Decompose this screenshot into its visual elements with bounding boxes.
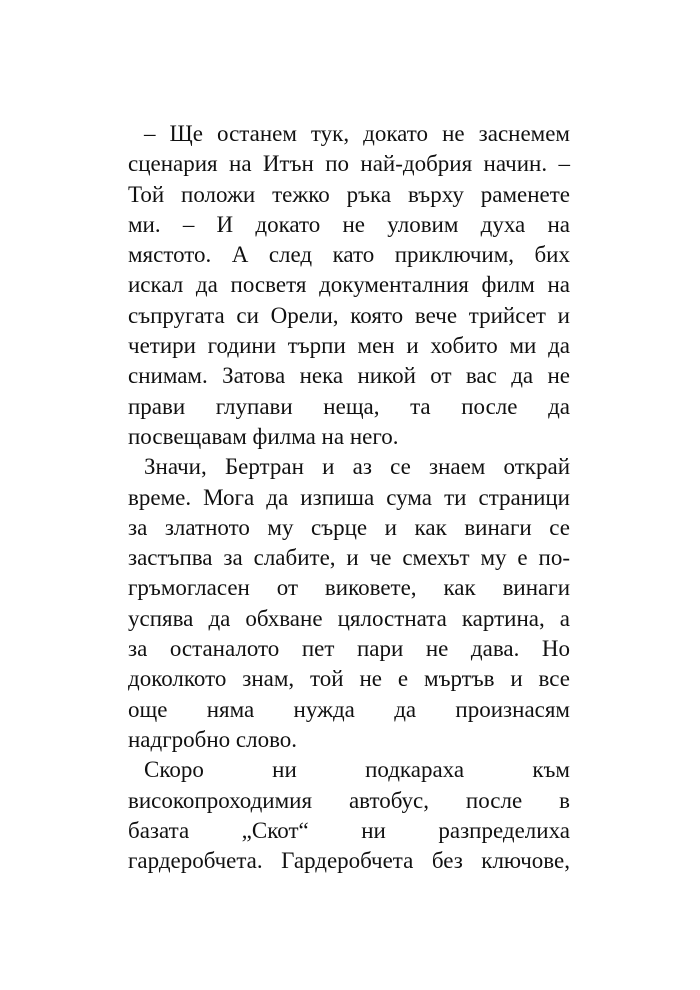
text-line: за останалото пет пари не дава. Но [128, 636, 570, 662]
text-line: гардеробчета. Гардеробчета без ключове, [128, 848, 570, 874]
text-line: Той положи тежко ръка върху раменете [128, 181, 570, 207]
text-line: време. Мога да изпиша сума ти страници [128, 484, 570, 510]
body-text [128, 119, 570, 876]
text-line: гръмогласен от виковете, как винаги [128, 575, 570, 601]
text-line: Значи, Бертран и аз се знаем открай [144, 454, 570, 480]
text-line: сценария на Итън по най-добрия начин. – [128, 151, 570, 177]
text-line: за златното му сърце и как винаги се [128, 514, 570, 540]
text-line: надгробно слово. [128, 726, 298, 752]
text-line: четири години търпи мен и хобито ми да [128, 333, 570, 359]
text-line: застъпва за слабите, и че смехът му е по- [128, 545, 570, 571]
text-line: ми. – И докато не уловим духа на [128, 211, 570, 237]
text-line: успява да обхване цялостната картина, а [128, 605, 570, 631]
paragraph-2 [128, 452, 570, 755]
text-line: посвещавам филма на него. [128, 423, 399, 449]
text-line: Скоро ни подкараха към [144, 757, 570, 783]
text-line: мястото. А след като приключим, бих [128, 242, 570, 268]
text-line: доколкото знам, той не е мъртъв и все [128, 666, 570, 692]
text-line: още няма нужда да произнасям [128, 696, 570, 722]
text-line: базата „Скот“ ни разпределиха [128, 817, 570, 843]
paragraph-3 [128, 755, 570, 876]
paragraph-1 [128, 119, 570, 452]
text-line: – Ще останем тук, докато не заснемем [144, 121, 570, 146]
text-line: снимам. Затова нека никой от вас да не [128, 363, 570, 389]
text-line: високопроходимия автобус, после в [128, 787, 570, 813]
text-line: прави глупави неща, та после да [128, 393, 570, 419]
text-line: искал да посветя документалния филм на [128, 272, 570, 298]
text-line: съпругата си Орели, която вече трийсет и [128, 302, 570, 328]
